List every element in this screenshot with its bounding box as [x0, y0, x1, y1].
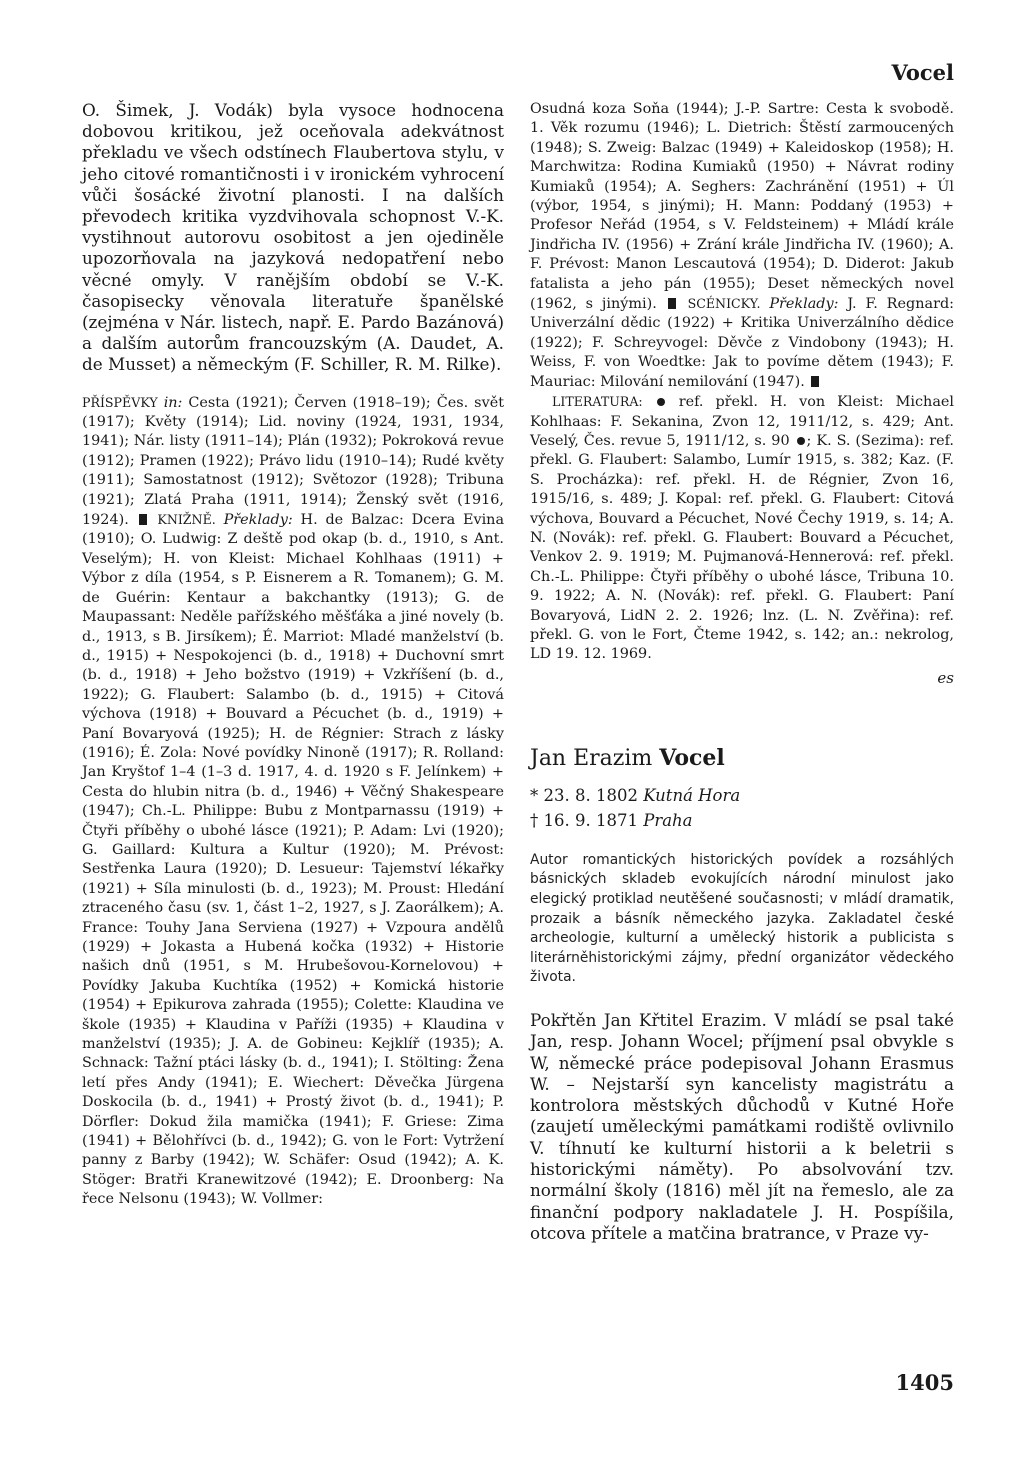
section-square-icon — [668, 298, 676, 309]
death-place: Praha — [643, 810, 693, 830]
entry-heading — [530, 745, 954, 771]
bullet-dot-icon — [657, 398, 665, 406]
in-label: in: — [163, 394, 183, 411]
scenicky-text: J. F. Regnard: Univerzální dědic (1922) + Kritika Univerzálního dědice (1922); F. Schreyvogel: Děvče z Vindobony (1943); H. Weiss, F. von Woedtke: Jak to povíme dětem (1943); F. Mauriac: Milování nemilování (1947). — [530, 296, 955, 390]
bibliography-continuation — [530, 100, 954, 392]
death-line — [530, 808, 954, 833]
birth-date: * 23. 8. 1802 — [530, 785, 638, 805]
bibliography-paragraph — [82, 393, 504, 1210]
literature-paragraph — [530, 392, 954, 665]
entry-last-name: Vocel — [659, 744, 725, 771]
left-column — [82, 100, 504, 1210]
birth-line — [530, 783, 954, 808]
entry-dates — [530, 783, 954, 833]
author-signature: es — [937, 668, 954, 687]
section-square-icon — [811, 376, 819, 387]
entry-first-name: Jan Erazim — [530, 745, 653, 771]
section-label-literatura: LITERATURA: — [552, 394, 643, 410]
entry-body: Pokřtěn Jan Křtitel Erazim. V mládí se psal také Jan, resp. Johann Wocel; příjmení psal obvykle s W, německé práce podepisoval Johann Erasmus W. – Nejstarší syn kancelisty magistrátu a kontrolora městských důchodů v Kutné Hoře (zaujetí uměleckými památkami rodiště ovlivnilo V. tíhnutí ke kulturní historii a k beletrii s historickými náměty). Po absolvování tzv. normální školy (1816) měl jít na řemeslo, ale za finanční podpory nakladatele J. H. Pospíšila, otcova přítele a matčina bratrance, v Praze vy- — [530, 1009, 954, 1243]
birth-place: Kutná Hora — [643, 785, 741, 805]
section-label-prispevky: PŘÍSPĚVKY — [82, 394, 158, 410]
page-number: 1405 — [895, 1370, 954, 1395]
literature-text-a: ref. překl. H. von Kleist: Michael Kohlhaas: F. Sekanina, Zvon 12, 1911/12, s. 429; Ant. Veselý, Čes. revue 5, 1911/12, s. 90 — [530, 394, 955, 449]
prispevky-text: Cesta (1921); Červen (1918–19); Čes. svět (1917); Květy (1914); Lid. noviny (1924, 1931, 1934, 1941); Nár. listy (1911–14); Plán (1932); Pokroková revue (1912); Pramen (1922); Právo lidu (1910–14); Rudé květy (1911); Samostatnost (1912); Světozor (1928); Tribuna (1921); Zlatá Praha (1911, 1914); Ženský svět (1916, 1924). — [82, 394, 504, 529]
knizne-text: H. de Balzac: Dcera Evina (1910); O. Ludwig: Z deště pod okap (b. d., 1910, s Ant. Veselým); H. von Kleist: Michael Kohlhaas (1911) + Výbor z díla (1954, s P. Eisnerem a R. Tomanem); G. M. de Guérin: Kentaur a bakchantky (1913); G. de Maupassant: Neděle pařížského měšťáka a jiné novely (b. d., 1913, s B. Jirsíkem); É. Marriot: Mladé manželství (b. d., 1915) + Nespokojenci (b. d., 1918) + Duchovní smrt (b. d., 1918) + Jeho božstvo (1919) + Vzkříšení (b. d., 1922); G. Flaubert: Salambo (b. d., 1915) + Citová výchova (1918) + Bouvard a Pécuchet (b. d., 1919) + Paní Bovaryová (1925); H. de Régnier: Strach z lásky (1916); É. Zola: Nové povídky Ninoně (1917); R. Rolland: Jan Kryštof 1–4 (1–3 d. 1917, 4. d. 1920 s F. Jelínkem) + Cesta do hlubin nitra (b. d., 1946) + Věčný Shakespeare (1947); Ch.-L. Philippe: Bubu z Montparnassu (1919) + Čtyři příběhy o ubohé lásce (1921); P. Adam: Lvi (1920); G. Gaillard: Kultura a Kultur (1920); M. Prévost: Sestřenka Laura (1920); D. Lesueur: Tajemství lékařky (1921) + Síla minulosti (b. d., 1923); M. Proust: Hledání ztraceného času (sv. 1, část 1–2, 1927, s J. Zaorálkem); A. France: Touhy Jana Serviena (1927) + Vzpoura andělů (1929) + Jokasta a Hubená kočka (1932) + Historie našich dnů (1951, s M. Hrubešovou-Kornelovou) + Povídky Jakuba Kuchtíka (1952) + Komická historie (1954) + Epikurova zahrada (1955); Colette: Klaudina ve škole (1935) + Klaudina v Paříži (1935) + Klaudina v manželství (1935); J. A. de Gobineu: Kejklíř (1935); A. Schnack: Tažní ptáci lásky (b. d., 1941); I. Stölting: Žena letí přes Andy (1941); E. Wiechert: Děvečka Jürgena Doskocila (b. d., 1941) + Prostý život (b. d., 1941); P. Dörfler: Dokud žila mamička (1941); F. Griese: Zima (1941) + Bělohřívci (b. d., 1942); G. von le Fort: Vytržení panny z Barby (1942); W. Schäfer: Osud (1942); A. K. Stöger: Bratři Kranewitzové (1942); E. Droonberg: Na řece Nelsonu (1943); W. Vollmer: — [82, 512, 505, 1208]
section-label-scenicky: SCÉNICKY. — [687, 296, 761, 312]
entry-abstract: Autor romantických historických povídek a rozsáhlých básnických skladeb evokujících národní minulost jako elegický protiklad neutěšené současnosti; v mládí dramatik, prozaik a básník německého jazyka. Zakladatel české archeologie, kulturní a umělecký historik a publicista s literárněhistorickými zájmy, přední organizátor vědeckého života. — [530, 851, 954, 986]
bullet-dot-icon — [797, 437, 805, 445]
section-square-icon — [139, 514, 147, 525]
continued-text: Osudná koza Soňa (1944); J.-P. Sartre: Cesta k svobodě. 1. Věk rozumu (1946); L. Dietrich: Štěstí zarmoucených (1948); S. Zweig: Balzac (1949) + Kaleidoskop (1958); H. Marchwitza: Rodina Kumiaků (1950) + Návrat rodiny Kumiaků (1954); A. Seghers: Zachránění (1951) + Úl (výbor, 1954, s jinými); H. Mann: Poddaný (1953) + Profesor Neřád (1954, s V. Feldsteinem) + Mládí krále Jindřicha IV. (1956) + Zrání krále Jindřicha IV. (1960); A. F. Prévost: Manon Lescautová (1954); D. Diderot: Jakub fatalista a jeho pán (1955); Deset německých novel (1962, s jinými). — [530, 101, 954, 313]
section-label-knizne: KNIŽNĚ. — [157, 512, 216, 528]
literature-text-b: ; K. S. (Sezima): ref. překl. G. Flaubert: Salambo, Lumír 1915, s. 382; Kaz. (F. S. Procházka): ref. překl. H. de Régnier, Zvon 16, 1915/16, s. 489; J. Kopal: ref. překl. G. Flaubert: Citová výchova, Bouvard a Pécuchet, Nové Čechy 1919, s. 14; A. N. (Novák): ref. překl. G. Flaubert: Bouvard a Pécuchet, Venkov 2. 9. 1919; M. Pujmanová-Hennerová: ref. překl. Ch.-L. Philippe: Čtyři příběhy o ubohé lásce, Tribuna 10. 9. 1922; A. N. (Novák): ref. překl. G. Flaubert: Paní Bovaryová, LidN 2. 2. 1926; lnz. (L. N. Zvěřina): ref. překl. G. von le Fort, Čteme 1942, s. 142; an.: nekrolog, LD 19. 12. 1969. — [530, 432, 954, 663]
death-date: † 16. 9. 1871 — [530, 810, 638, 830]
preklady-label: Překlady: — [769, 296, 839, 313]
main-text: O. Šimek, J. Vodák) byla vysoce hodnocena dobovou kritikou, jež oceňovala adekvátnost překladu ve všech odstínech Flaubertova stylu, v jeho citové romantičnosti i v ironickém vyhrocení vůči šosácké životní planosti. I na dalších převodech kritika vyzdvihovala schopnost V.-K. vystihnout autorovu osobitost a jen ojediněle upozorňovala na jazyková nedopatření nebo věcné omyly. V ranějším období se V.-K. časopisecky věnovala literatuře španělské (zejména v Nár. listech, např. E. Pardo Bazánová) a dalším autorům francouzským (A. Daudet, A. de Musset) a německým (F. Schiller, R. M. Rilke). — [82, 100, 504, 375]
running-header: Vocel — [891, 60, 954, 85]
preklady-label: Překlady: — [223, 512, 293, 529]
right-column — [530, 100, 954, 1244]
